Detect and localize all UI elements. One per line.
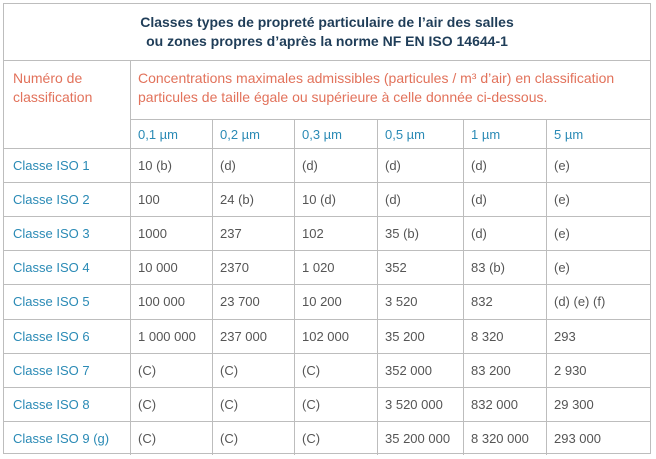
concentration-value: 3 520 000 xyxy=(385,396,443,412)
class-number-header-line2: classification xyxy=(13,89,93,105)
row-divider xyxy=(4,284,650,285)
concentration-header-line2: particules de taille égale ou supérieure à celle donnée ci-dessous. xyxy=(138,89,548,105)
row-divider xyxy=(4,250,650,251)
concentration-value: (C) xyxy=(302,396,321,412)
column-divider xyxy=(463,119,464,455)
concentration-value: (e) xyxy=(554,260,570,276)
iso-class-label: Classe ISO 3 xyxy=(13,226,90,242)
particle-size-header: 0,3 µm xyxy=(302,127,343,142)
concentration-value: 8 320 000 xyxy=(471,430,529,446)
concentration-value: 10 200 xyxy=(302,294,342,310)
concentration-value: 2370 xyxy=(220,260,249,276)
concentration-value: 100 xyxy=(138,192,160,208)
row-divider xyxy=(4,148,650,149)
particle-size-header: 0,5 µm xyxy=(385,127,426,142)
concentration-value: (d) (e) (f) xyxy=(554,294,606,310)
concentration-value: 10 (d) xyxy=(302,192,336,208)
concentration-value: (C) xyxy=(220,362,239,378)
concentration-value: (d) xyxy=(385,192,401,208)
concentration-value: 1 020 xyxy=(302,260,335,276)
concentration-header-line1: Concentrations maximales admissibles (particules / m³ d’air) en classification xyxy=(138,70,615,86)
concentration-value: 832 000 xyxy=(471,396,518,412)
concentration-value: 29 300 xyxy=(554,396,594,412)
column-divider xyxy=(377,119,378,455)
concentration-value: 24 (b) xyxy=(220,192,254,208)
column-divider xyxy=(294,119,295,455)
column-divider xyxy=(130,61,131,455)
particle-size-header: 0,2 µm xyxy=(220,127,261,142)
header-divider xyxy=(130,119,650,120)
iso-class-label: Classe ISO 1 xyxy=(13,158,90,173)
row-divider xyxy=(4,387,650,388)
iso-classification-table xyxy=(3,3,651,454)
iso-class-label: Classe ISO 5 xyxy=(13,294,90,310)
concentration-value: (C) xyxy=(220,430,239,446)
row-divider xyxy=(4,421,650,422)
concentration-value: 352 000 xyxy=(385,362,432,378)
iso-class-label: Classe ISO 6 xyxy=(13,328,90,344)
concentration-value: 293 xyxy=(554,328,576,344)
concentration-value: (C) xyxy=(138,430,157,446)
concentration-value: 83 200 xyxy=(471,362,511,378)
class-number-header-line1: Numéro de xyxy=(13,70,83,86)
row-divider xyxy=(4,353,650,354)
row-divider xyxy=(4,319,650,320)
concentration-value: (d) xyxy=(471,158,487,173)
concentration-value: (C) xyxy=(138,396,157,412)
concentration-value: (e) xyxy=(554,192,570,208)
concentration-value: 35 200 000 xyxy=(385,430,451,446)
concentration-value: (d) xyxy=(220,158,236,173)
column-divider xyxy=(212,119,213,455)
concentration-value: 35 (b) xyxy=(385,226,419,242)
concentration-value: 102 000 xyxy=(302,328,349,344)
particle-size-header: 1 µm xyxy=(471,127,501,142)
table-title-line1: Classes types de propreté particulaire de l’air des salles xyxy=(140,14,514,30)
row-divider xyxy=(4,216,650,217)
concentration-value: (e) xyxy=(554,158,570,173)
concentration-value: (C) xyxy=(302,430,321,446)
row-divider xyxy=(4,182,650,183)
concentration-value: (C) xyxy=(220,396,239,412)
concentration-value: 10 000 xyxy=(138,260,178,276)
concentration-value: 10 (b) xyxy=(138,158,172,173)
concentration-value: 83 (b) xyxy=(471,260,505,276)
concentration-value: (d) xyxy=(385,158,401,173)
table-title xyxy=(4,4,650,61)
concentration-value: (d) xyxy=(471,192,487,208)
concentration-value: (d) xyxy=(471,226,487,242)
concentration-value: 237 xyxy=(220,226,242,242)
iso-class-label: Classe ISO 9 (g) xyxy=(13,430,110,446)
concentration-value: 1 000 000 xyxy=(138,328,196,344)
concentration-value: 102 xyxy=(302,226,324,242)
concentration-value: (d) xyxy=(302,158,318,173)
concentration-value: (C) xyxy=(302,362,321,378)
particle-size-header: 5 µm xyxy=(554,127,584,142)
concentration-value: 35 200 xyxy=(385,328,425,344)
concentration-value: 293 000 xyxy=(554,430,601,446)
concentration-value: 100 000 xyxy=(138,294,185,310)
concentration-value: 832 xyxy=(471,294,493,310)
concentration-value: 352 xyxy=(385,260,407,276)
concentration-value: 1000 xyxy=(138,226,167,242)
concentration-value: (C) xyxy=(138,362,157,378)
concentration-value: 237 000 xyxy=(220,328,267,344)
concentration-value: 3 520 xyxy=(385,294,418,310)
concentration-value: 8 320 xyxy=(471,328,504,344)
column-divider xyxy=(546,119,547,455)
iso-class-label: Classe ISO 8 xyxy=(13,396,90,412)
iso-class-label: Classe ISO 4 xyxy=(13,260,90,276)
particle-size-header: 0,1 µm xyxy=(138,127,179,142)
concentration-value: (e) xyxy=(554,226,570,242)
iso-class-label: Classe ISO 7 xyxy=(13,362,90,378)
concentration-value: 2 930 xyxy=(554,362,587,378)
concentration-value: 23 700 xyxy=(220,294,260,310)
iso-class-label: Classe ISO 2 xyxy=(13,192,90,208)
table-title-line2: ou zones propres d’après la norme NF EN ISO 14644-1 xyxy=(146,33,508,49)
